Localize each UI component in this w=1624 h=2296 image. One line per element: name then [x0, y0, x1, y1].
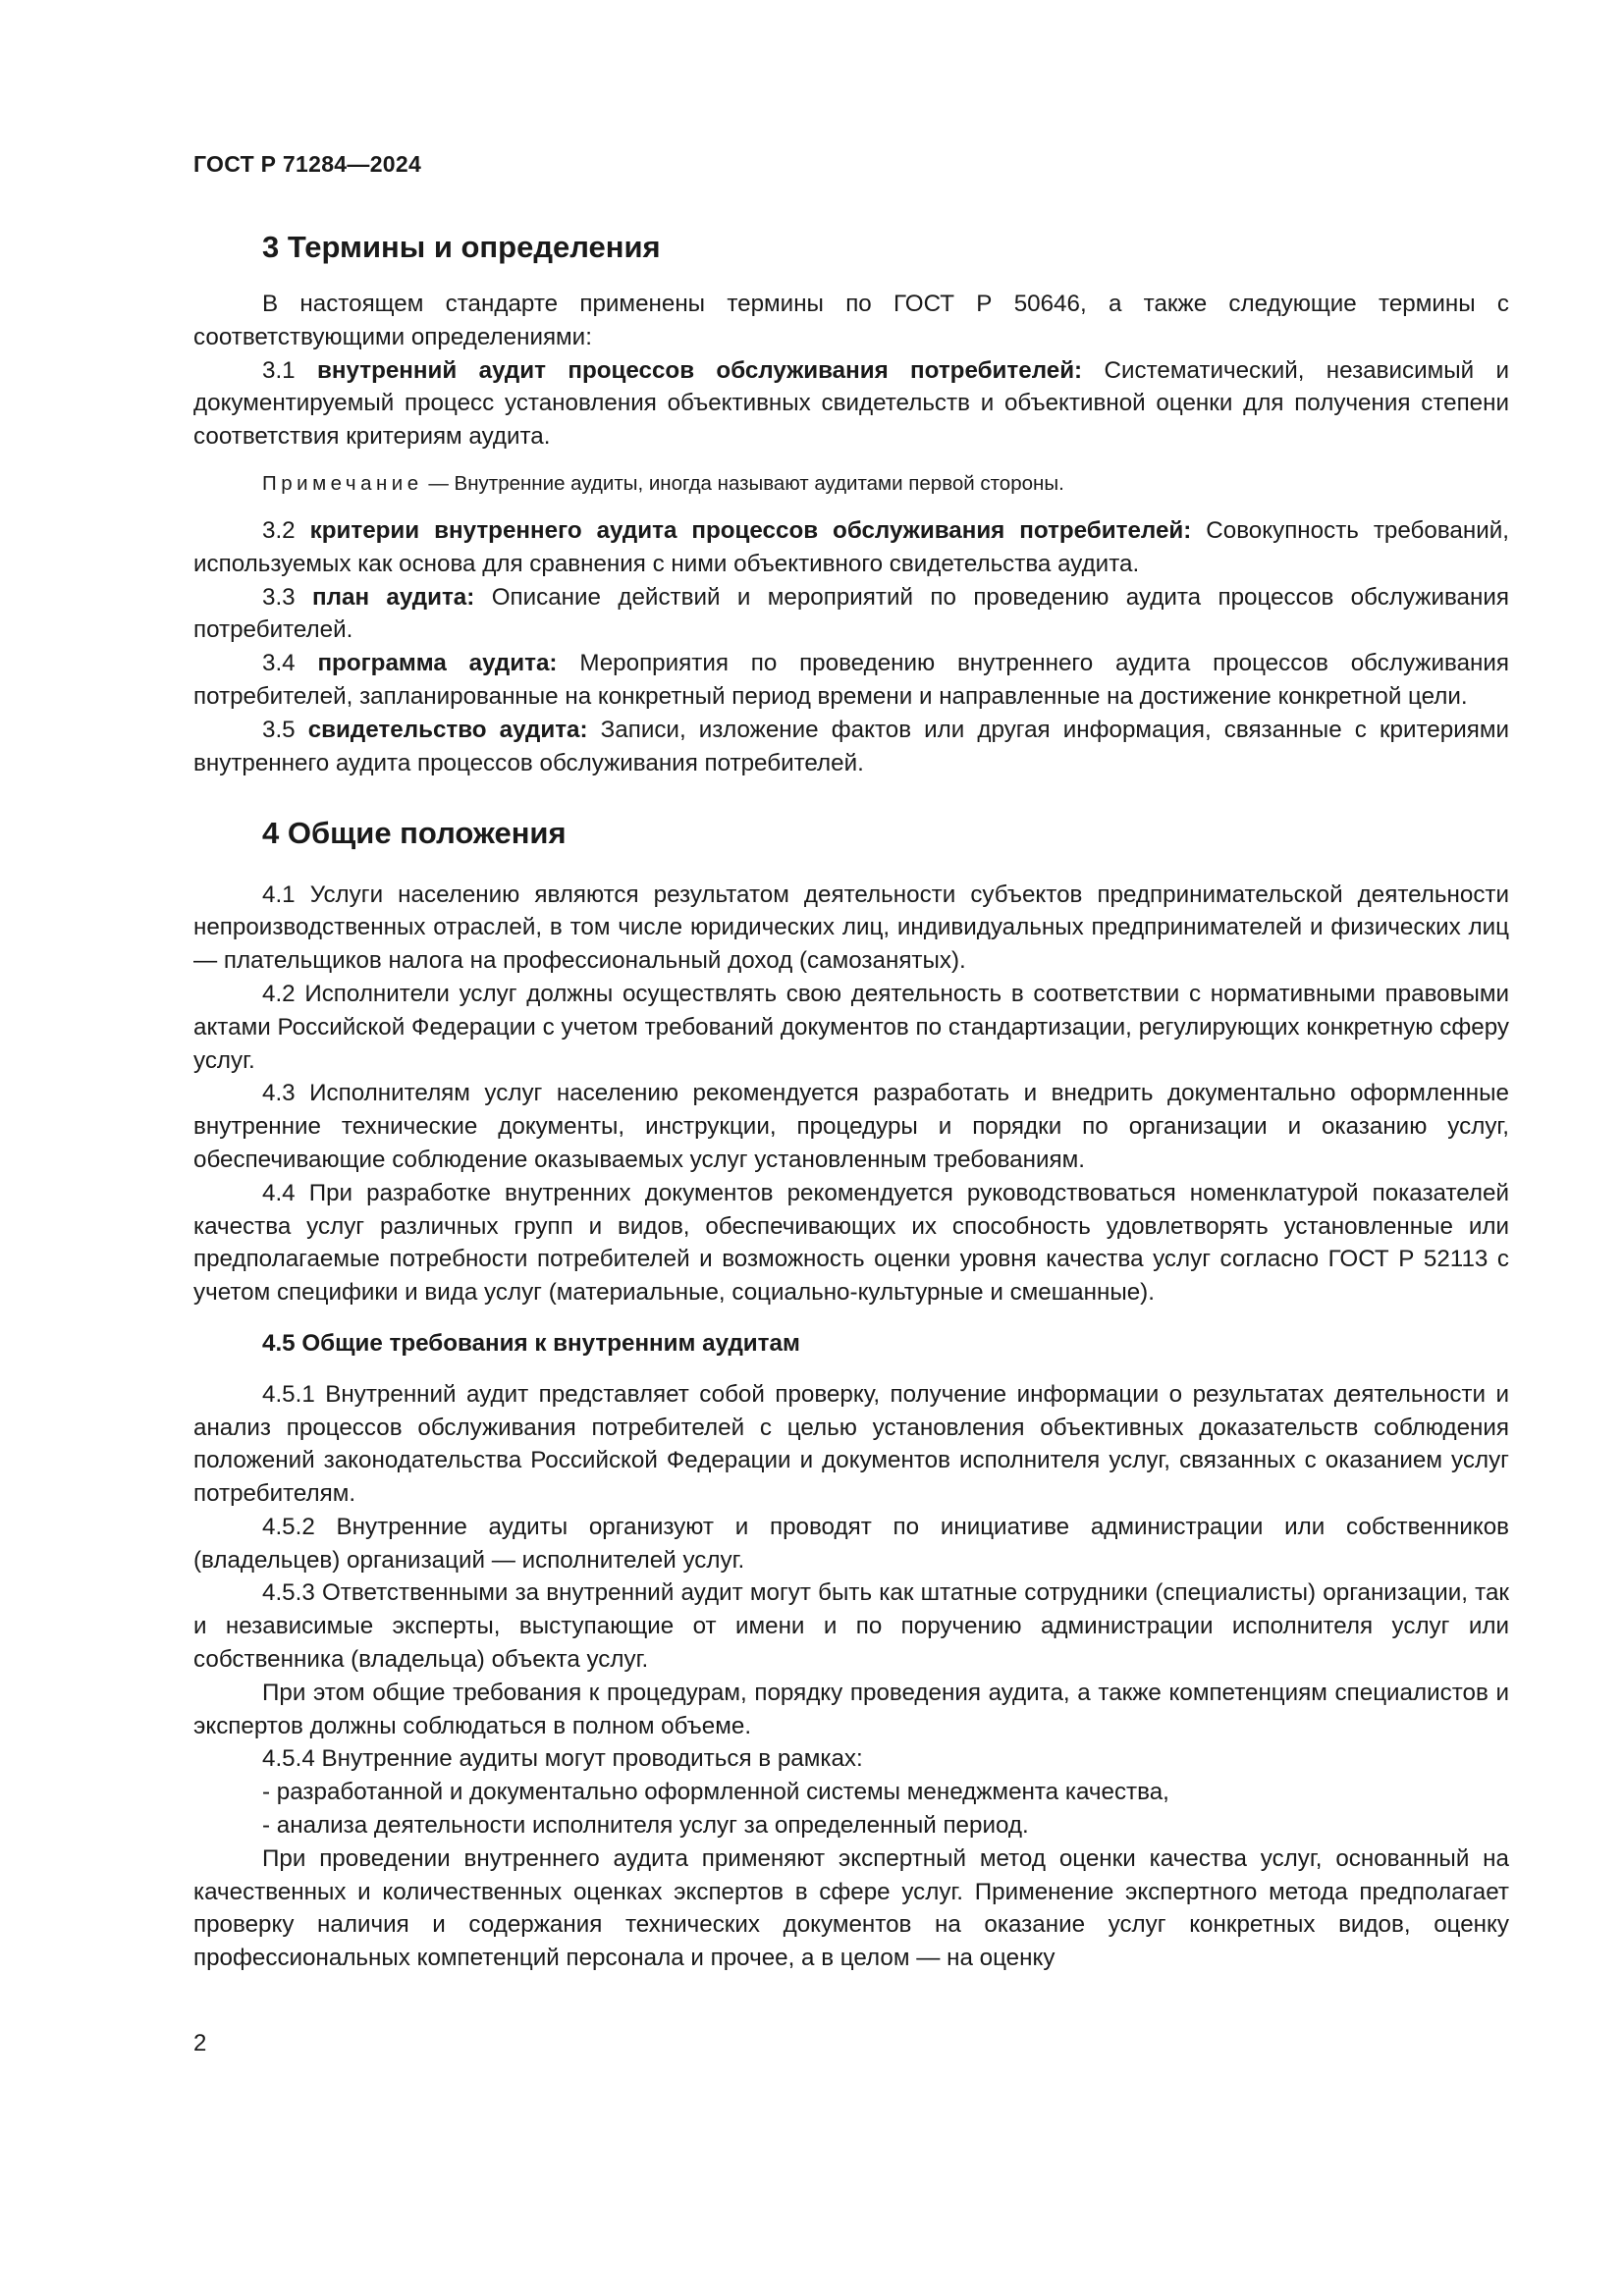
- term-3-3-number: 3.3: [262, 583, 296, 611]
- document-body: [193, 231, 1509, 1975]
- paragraph-4-1: 4.1 Услуги населению являются результатом деятельности субъектов предпринимательской деятельности непроизводственных отраслей, в том числе юридических лиц, индивидуальных предпринимателей и физических лиц — плательщиков налога на профессиональный доход (самозанятых).: [193, 881, 1509, 975]
- page-number: 2: [193, 2030, 207, 2056]
- subsection-4-5-title: 4.5 Общие требования к внутренним аудитам: [262, 1329, 800, 1357]
- paragraph-expert-method: При проведении внутреннего аудита применяют экспертный метод оценки качества услуг, основанный на качественных и количественных оценках экспертов в сфере услуг. Применение экспертного метода предполагает проверку наличия и содержания технических документов на оказание услуг конкретных видов, оценку профессиональных компетенций персонала и прочее, а в целом — на оценку: [193, 1844, 1509, 1972]
- section-4-title: 4 Общие положения: [262, 816, 567, 851]
- note: [262, 469, 1509, 499]
- paragraph-4-4: 4.4 При разработке внутренних документов рекомендуется руководствоваться номенклатурой показателей качества услуг различных групп и видов, обеспечивающих их способность удовлетворять установленные или предполагаемые потребности потребителей и возможность оценки уровня качества услуг согласно ГОСТ Р 52113 с учетом специфики и вида услуг (материальные, социально-культурные и смешанные).: [193, 1179, 1509, 1307]
- term-3-3-definition: Описание действий и мероприятий по проведению аудита процессов обслуживания потребителей.: [193, 583, 1509, 644]
- note-text: — Внутренние аудиты, иногда называют аудитами первой стороны.: [428, 472, 1064, 496]
- note-label: Примечание: [262, 472, 423, 496]
- paragraph-4-5-3: 4.5.3 Ответственными за внутренний аудит могут быть как штатные сотрудники (специалисты) организации, так и независимые эксперты, выступающие от имени и по поручению администрации исполнителя услуг или собственника (владельца) объекта услуг.: [193, 1579, 1509, 1674]
- paragraph-4-5-1: 4.5.1 Внутренний аудит представляет собой проверку, получение информации о результатах деятельности и анализ процессов обслуживания потребителей с целью установления объективных доказательств соблюдения положений законодательства Российской Федерации и документов исполнителя услуг, связанных с оказанием услуг потребителям.: [193, 1380, 1509, 1508]
- paragraph-4-2: 4.2 Исполнители услуг должны осуществлять свою деятельность в соответствии с нормативными правовыми актами Российской Федерации с учетом требований документов по стандартизации, регулирующих конкретную сферу услуг.: [193, 980, 1509, 1074]
- term-3-1: [193, 354, 1509, 454]
- document-header: ГОСТ Р 71284—2024: [193, 151, 422, 177]
- paragraph-4-3: 4.3 Исполнителям услуг населению рекомендуется разработать и внедрить документально оформленные внутренние технические документы, инструкции, процедуры и порядки по организации и оказанию услуг, обеспечивающие соблюдение оказываемых услуг установленным требованиям.: [193, 1080, 1509, 1173]
- term-3-4-number: 3.4: [262, 650, 296, 677]
- term-3-5-definition: Записи, изложение фактов или другая информация, связанные с критериями внутреннего аудита процессов обслуживания потребителей.: [193, 716, 1509, 776]
- term-3-2-number: 3.2: [262, 517, 296, 545]
- paragraph-4-5-4: 4.5.4 Внутренние аудиты могут проводиться в рамках:: [262, 1745, 863, 1773]
- term-3-5-term: свидетельство аудита:: [307, 716, 588, 743]
- term-3-1-term: внутренний аудит процессов обслуживания потребителей:: [317, 356, 1083, 384]
- term-3-2: [193, 514, 1509, 581]
- term-3-2-term-a: критерии внутреннего аудита: [309, 517, 677, 545]
- paragraph-4-5-2: 4.5.2 Внутренние аудиты организуют и проводят по инициативе администрации или собственников (владельцев) организаций — исполнителей услуг.: [193, 1513, 1509, 1574]
- term-3-3-term: план аудита:: [312, 583, 475, 611]
- term-3-4: [193, 647, 1509, 714]
- term-3-3: [193, 581, 1509, 648]
- term-3-2-definition: Совокупность требований, используемых как основа для сравнения с ними объективного свидетельства аудита.: [193, 517, 1509, 577]
- term-3-5: [193, 714, 1509, 780]
- term-3-1-definition: Систематический, независимый и документируемый процесс установления объективных свидетельств и объективной оценки для получения степени соответствия критериям аудита.: [193, 356, 1509, 451]
- paragraph-4-5-3-continuation: При этом общие требования к процедурам, порядку проведения аудита, а также компетенциям специалистов и экспертов должны соблюдаться в полном объеме.: [193, 1679, 1509, 1739]
- term-3-1-number: 3.1: [262, 356, 296, 384]
- term-3-5-number: 3.5: [262, 716, 296, 743]
- list-item: - анализа деятельности исполнителя услуг за определенный период.: [262, 1812, 1029, 1840]
- section-3-intro: В настоящем стандарте применены термины по ГОСТ Р 50646, а также следующие термины с соответствующими определениями:: [193, 291, 1509, 350]
- list-item: - разработанной и документально оформленной системы менеджмента качества,: [262, 1779, 1169, 1806]
- section-3-title: 3 Термины и определения: [262, 230, 661, 264]
- term-3-4-definition: Мероприятия по проведению внутреннего аудита процессов обслуживания потребителей, запланированные на конкретный период времени и направленные на достижение конкретной цели.: [193, 650, 1509, 711]
- term-3-2-term-b: процессов обслуживания потребителей:: [691, 517, 1192, 545]
- term-3-4-term: программа аудита:: [317, 650, 558, 677]
